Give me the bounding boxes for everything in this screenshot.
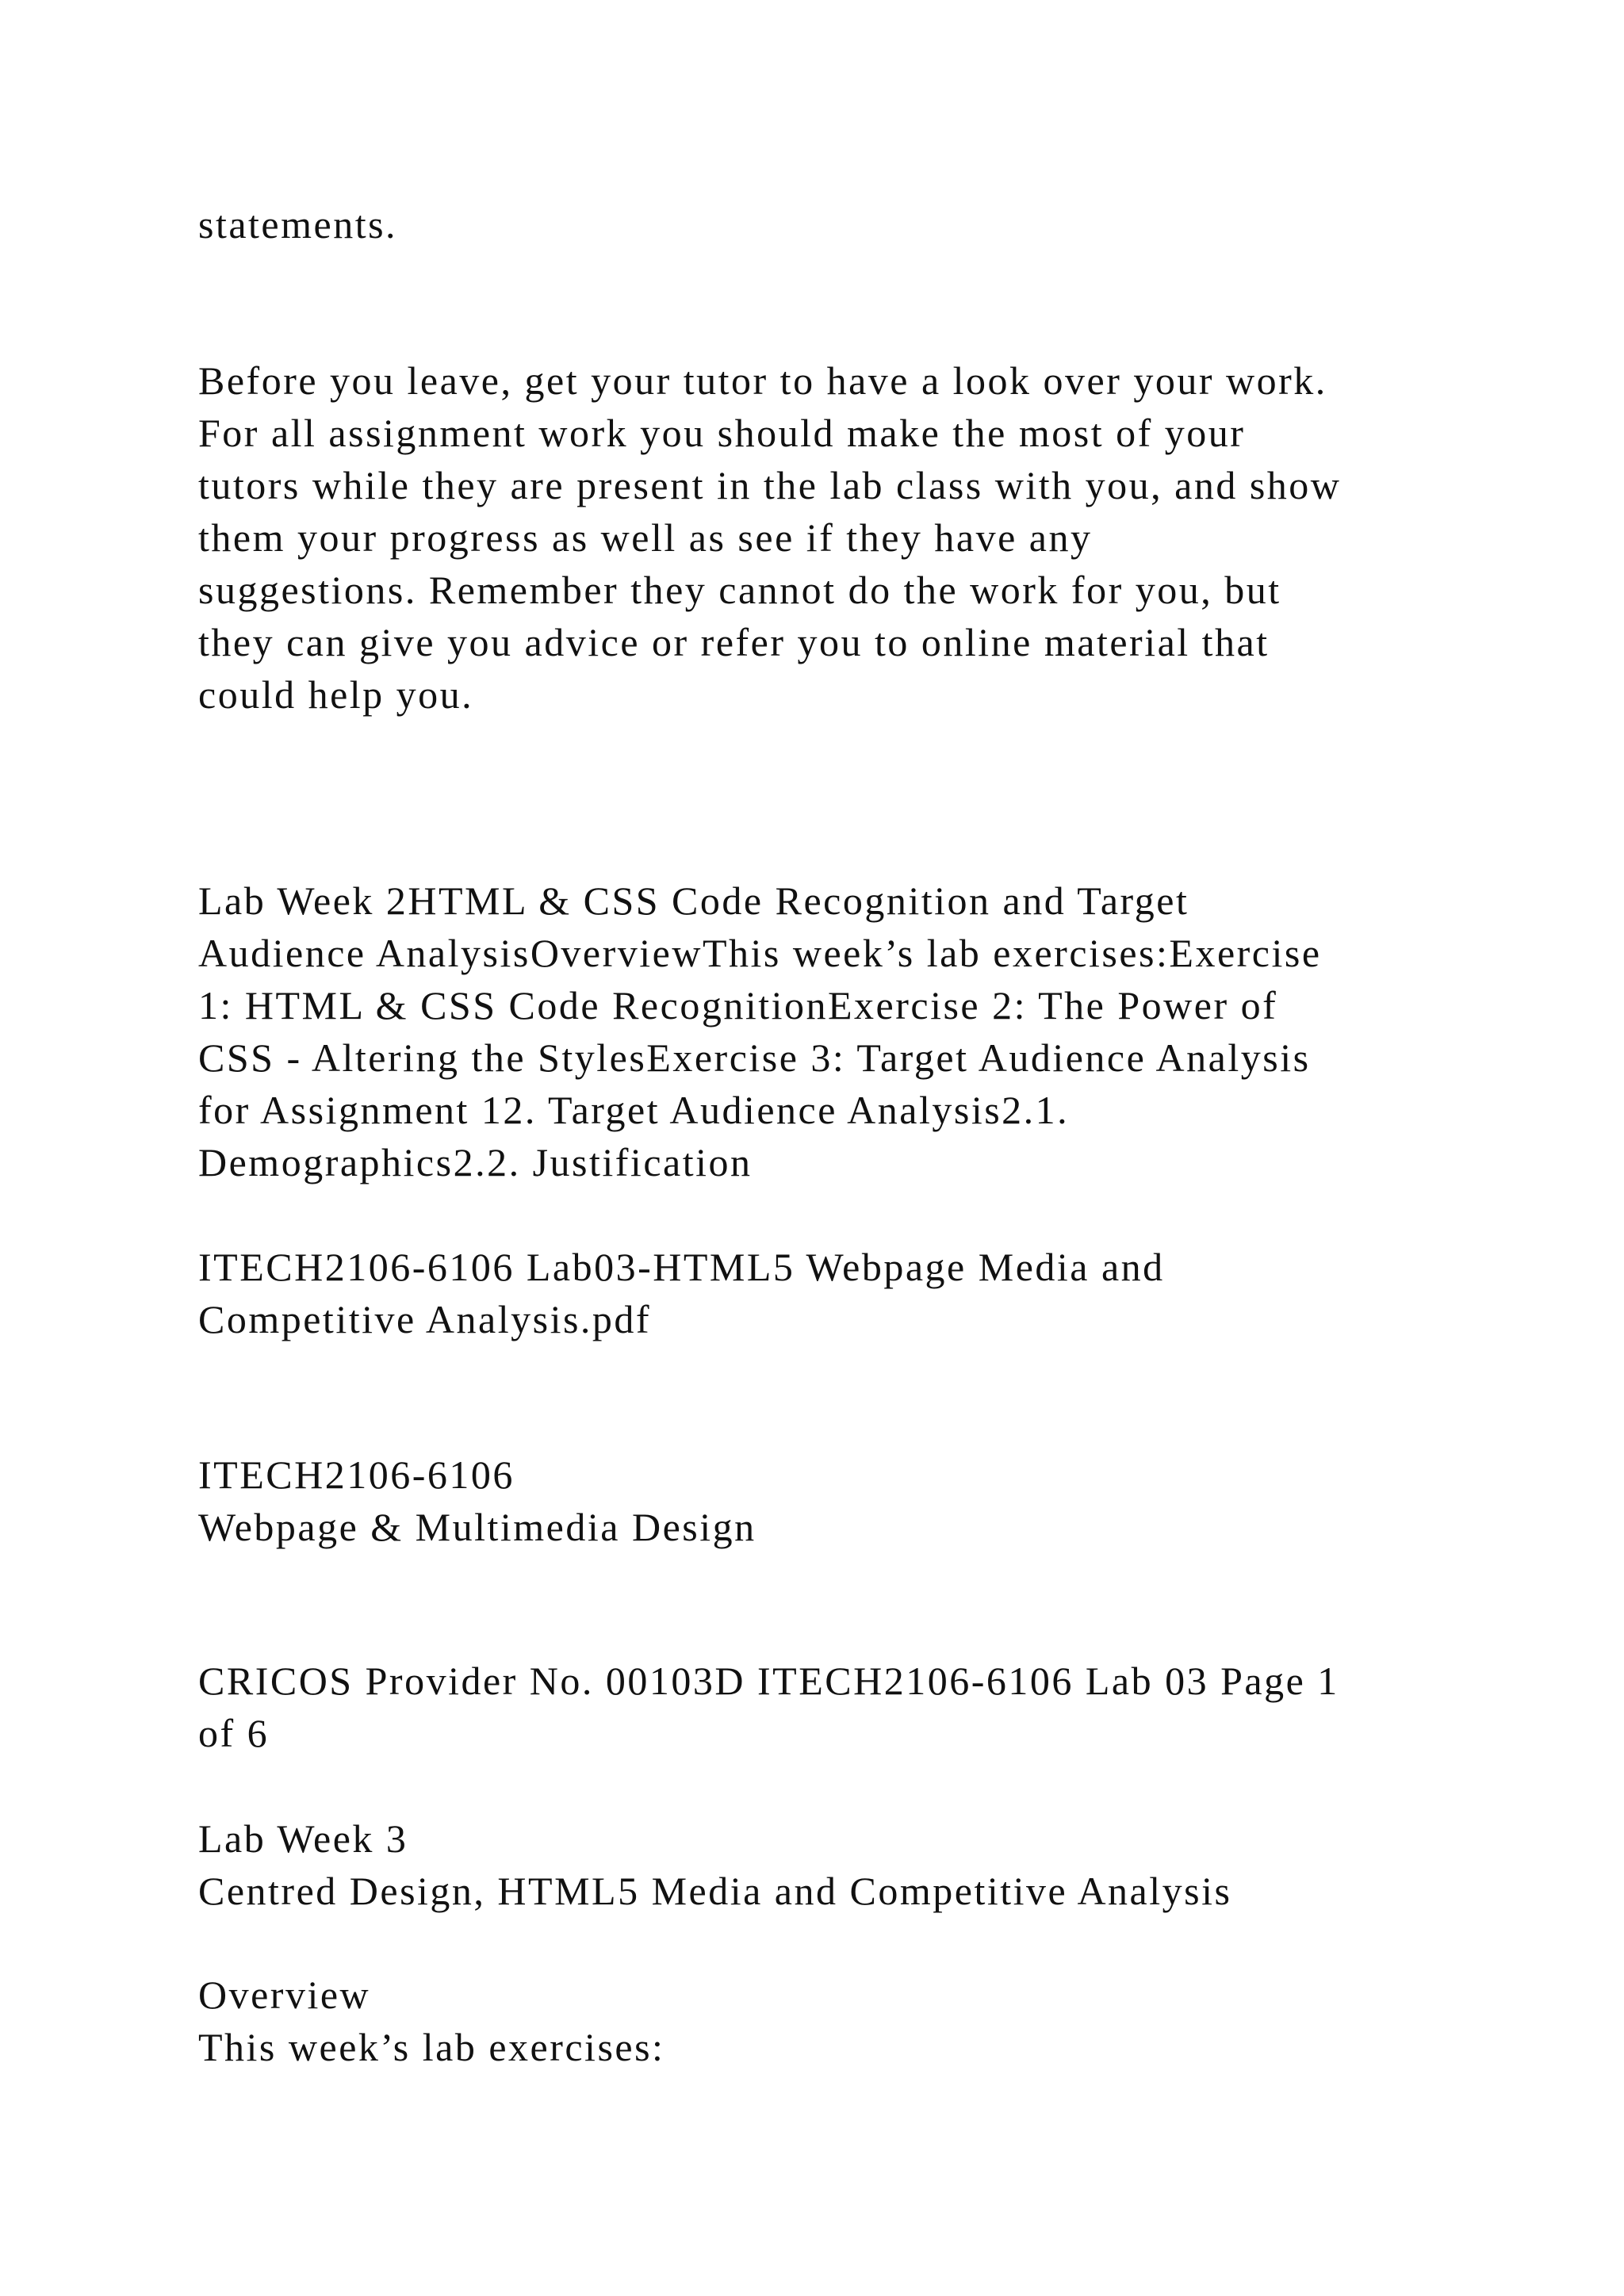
paragraph-statements	[198, 198, 1483, 251]
text-line: for Assignment 12. Target Audience Analysis2.1.	[198, 1088, 1070, 1132]
paragraph-course-title	[198, 1448, 1483, 1553]
text-line: Webpage & Multimedia Design	[198, 1505, 756, 1549]
text-line: ITECH2106-6106	[198, 1452, 515, 1497]
text-line: Before you leave, get your tutor to have a look over your work.	[198, 358, 1327, 403]
text-line: Lab Week 2HTML & CSS Code Recognition and Target	[198, 878, 1189, 923]
text-line: For all assignment work you should make the most of your	[198, 411, 1246, 455]
text-line: Demographics2.2. Justification	[198, 1140, 753, 1184]
text-line: statements.	[198, 202, 398, 247]
text-line: 1: HTML & CSS Code RecognitionExercise 2: The Power of	[198, 983, 1278, 1027]
paragraph-cricos-footer	[198, 1655, 1483, 1759]
text-line: of 6	[198, 1711, 270, 1755]
text-line: Audience AnalysisOverviewThis week’s lab exercises:Exercise	[198, 931, 1322, 975]
text-line: tutors while they are present in the lab class with you, and show	[198, 463, 1342, 507]
text-line: Lab Week 3	[198, 1816, 408, 1861]
text-line: Centred Design, HTML5 Media and Competitive Analysis	[198, 1869, 1232, 1913]
text-line: This week’s lab exercises:	[198, 2025, 665, 2069]
paragraph-lab-week-2	[198, 874, 1483, 1188]
text-line: Competitive Analysis.pdf	[198, 1297, 652, 1341]
text-line: ITECH2106-6106 Lab03-HTML5 Webpage Media and	[198, 1245, 1165, 1289]
text-line: they can give you advice or refer you to online material that	[198, 620, 1270, 664]
text-line: could help you.	[198, 672, 474, 717]
paragraph-pdf-title	[198, 1241, 1483, 1345]
paragraph-tutor-advice	[198, 354, 1483, 721]
paragraph-overview	[198, 1969, 1483, 2073]
text-line: CSS - Altering the StylesExercise 3: Target Audience Analysis	[198, 1035, 1311, 1080]
text-line: CRICOS Provider No. 00103D ITECH2106-6106 Lab 03 Page 1	[198, 1659, 1339, 1703]
text-line: suggestions. Remember they cannot do the work for you, but	[198, 568, 1281, 612]
text-line: Overview	[198, 1973, 371, 2017]
text-line: them your progress as well as see if they have any	[198, 515, 1093, 560]
paragraph-lab-week-3	[198, 1812, 1483, 1917]
